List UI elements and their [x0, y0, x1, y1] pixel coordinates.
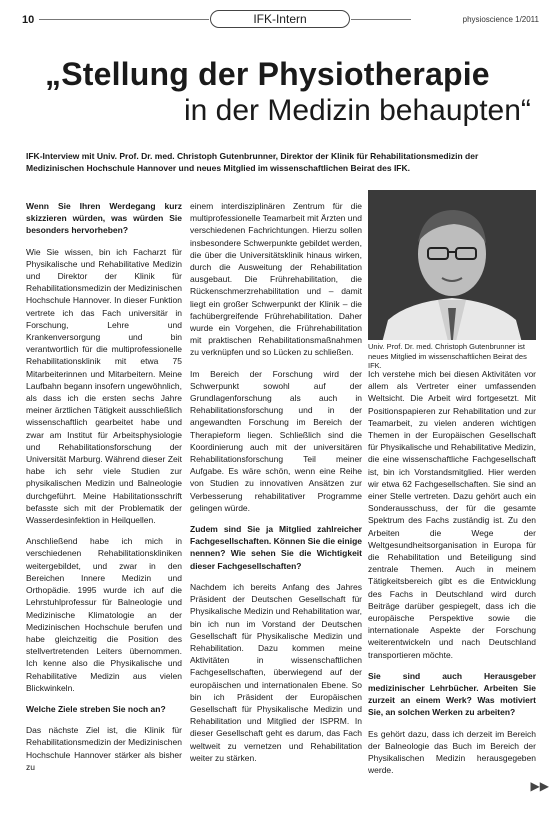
- article-intro: IFK-Interview mit Univ. Prof. Dr. med. Christoph Gutenbrunner, Direktor der Klinik für Rehabilitationsmedizin der Medizinischen Hochschule Hannover und neues Mitglied im wissenschaftlichen Beirat des IFK.: [26, 151, 479, 173]
- interview-question: Zudem sind Sie ja Mitglied zahlreicher Fachgesellschaften. Können Sie die einige nennen? Wie sehen Sie die Wichtigkeit dieser Fachgesellschaften?: [190, 524, 362, 571]
- interview-answer: Anschließend habe ich mich in verschiedenen Rehabilitationskliniken weitergebildet, und zwar in den Bereichen Innere Medizin und Orthopädie. 1995 wurde ich auf die Lehrstuhlprofessur für Balneologie und Medizinische Klimatologie an der Medizinischen Hochschule berufen und habe gleichzeitig die Position des stellvertretenden Leiters übernommen. Ich kenne also die Physikalische und Rehabilitative Medizin aus vielen Blickwinkeln.: [26, 536, 182, 693]
- text-column-2: [190, 200, 362, 773]
- interview-answer: Das nächste Ziel ist, die Klinik für Rehabilitationsmedizin der Medizinischen Hochschule Hannover stärker als bisher zu: [26, 725, 182, 772]
- interview-question: Welche Ziele streben Sie noch an?: [26, 703, 166, 714]
- interview-question: Wenn Sie Ihren Werdegang kurz skizzieren würden, was würden Sie besonders hervorheben?: [26, 201, 182, 236]
- interview-answer: Es gehört dazu, dass ich derzeit im Bereich der Balneologie das Buch im Bereich der Physikalischen Medizin herausgegeben werde.: [368, 728, 536, 776]
- article-subline: in der Medizin behaupten“: [184, 94, 531, 127]
- interview-answer: einem interdisziplinären Zentrum für die multiprofessionelle Teamarbeit mit Ärzten und verschiedenen Fachrichtungen. Hierzu sollen insbesondere Schwerpunkte gebildet werden, die über die Universitätsklinik hinaus wirken, durch die Ausweitung der Rehabilitation ausgebaut. Die Frührehabilitation, die Rückenschmerzrehabilitation und – damit liegt ein großer Schwerpunkt der Klinik – die fachübergreifende Frührehabilitation. Daher wurde ein Vorgehen, die Frührehabilitation mit praktischen Rehabilitationsmaßnahmen zu verknüpfen und so Lücken zu schließen.: [190, 201, 363, 358]
- article-headline: „Stellung der Physiotherapie: [45, 56, 490, 92]
- interview-answer: Wie Sie wissen, bin ich Facharzt für Physikalische und Rehabilitative Medizin und Direktor der Klinik für Rehabilitationsmedizin der Medizinischen Hochschule Hannover. In dieser Funktion vertrete ich das Fach universitär in Forschung, Lehre und Krankenversorgung und bin verantwortlich für die multiprofessionelle Rehabilitationsklinik mit etwa 75 Mitarbeiterinnen und Mitarbeitern. Meine Laufbahn begann insofern ungewöhnlich, als dass ich die ersten sechs Jahre meiner ärztlichen Tätigkeit ausschließlich wissenschaftlich gearbeitet habe und zwar am Institut für Arbeitsphysiologie und Rehabilitationsforschung der Universität Marburg. Während dieser Zeit habe ich sehr viele Studien zur physikalischen Medizin und Balneologie durchgeführt. Meine Habilitationsschrift befasste sich mit der Problematik der Wasserdesinfektion in Heilquellen.: [26, 246, 182, 526]
- issue-label: physioscience 1/2011: [462, 15, 539, 24]
- photo-caption: Univ. Prof. Dr. med. Christoph Gutenbrunner ist neues Mitglied im wissenschaftlichen Beirat des IFK.: [368, 340, 536, 371]
- section-label: IFK-Intern: [210, 10, 350, 28]
- page-header: [0, 10, 555, 32]
- page-number: 10: [22, 14, 35, 26]
- arrow-right-icon: ▶▶: [530, 779, 549, 793]
- interview-answer: Ich verstehe mich bei diesen Aktivitäten vor allem als Vertreter einer umfassenden Weltsicht. Die Arbeit wird fortgesetzt. Mit Positionspapieren zur Rehabilitation und zur Teamarbeit, zu vielen anderen wichtigen Themen in der Europäischen Gesellschaft für Physikalische und Rehabilitative Medizin, die eine wissenschaftliche Fachgesellschaft ist, bin ich Vorstandsmitglied. Hier werden wir etwa 62 Fachgesellschaften. Sie sind an einer Stelle vertreten. Dazu gehört auch ein Sonderausschuss, der für die gesamte Spektrum des Fachs zuständig ist. Zu den Arbeiten die Wege der Weltgesundheitsorganisation in Europa für die Rehabilitation und Beteiligung sind zentrale Themen. Auch in meinem Tätigkeitsbereich gibt es die Entwicklung des Fachs in Deutschland wird durch Beiträge darüber gespiegelt, dass ich die europäische Perspektive sowie die internationale Aspekte der Forschung weiterentwickeln und nach Deutschland transportieren möchte.: [368, 369, 536, 660]
- portrait-photo: [368, 190, 536, 358]
- interview-answer: Im Bereich der Forschung wird der Schwerpunkt sowohl auf der Grundlagenforschung als auch in Rehabilitationsforschung und in der angewandten Forschung im Bereich der Therapieform liegen. Schließlich sind die Koordinierung auch mit der universitären Rehabilitationsforschung Teil meiner Aufgabe. Es wäre schön, wenn eine Reihe von Studien zu innovativen Ansätzen zur Verbesserung rehabilitativer Programme gelingen würde.: [190, 368, 362, 513]
- text-column-3: [368, 368, 536, 786]
- interview-answer: Nachdem ich bereits Anfang des Jahres Präsident der Deutschen Gesellschaft für Physikalische Medizin und Rehabilitation war, bin ich nun im Vorstand der Deutschen Gesellschaft für Physikalische Medizin und Rehabilitation. Dazu kommen meine Aktivitäten in wissenschaftlichen Fachgesellschaften, überwiegend auf der europäischen und internationalen Ebene. So bin ich Präsident der Europäischen Gesellschaft für Physikalische Medizin und Rehabilitation und Mitglied der ISPRM. In dieser Gesellschaft geht es darum, das Fach weltweit zu vernetzen und Rehabilitation weiter zu stärken.: [190, 581, 362, 763]
- interview-question: Sie sind auch Herausgeber medizinischer Lehrbücher. Arbeiten Sie zurzeit an einem Werk? Was motiviert Sie, an solchen Werken zu arbeiten?: [368, 670, 536, 718]
- text-column-1: [26, 200, 182, 782]
